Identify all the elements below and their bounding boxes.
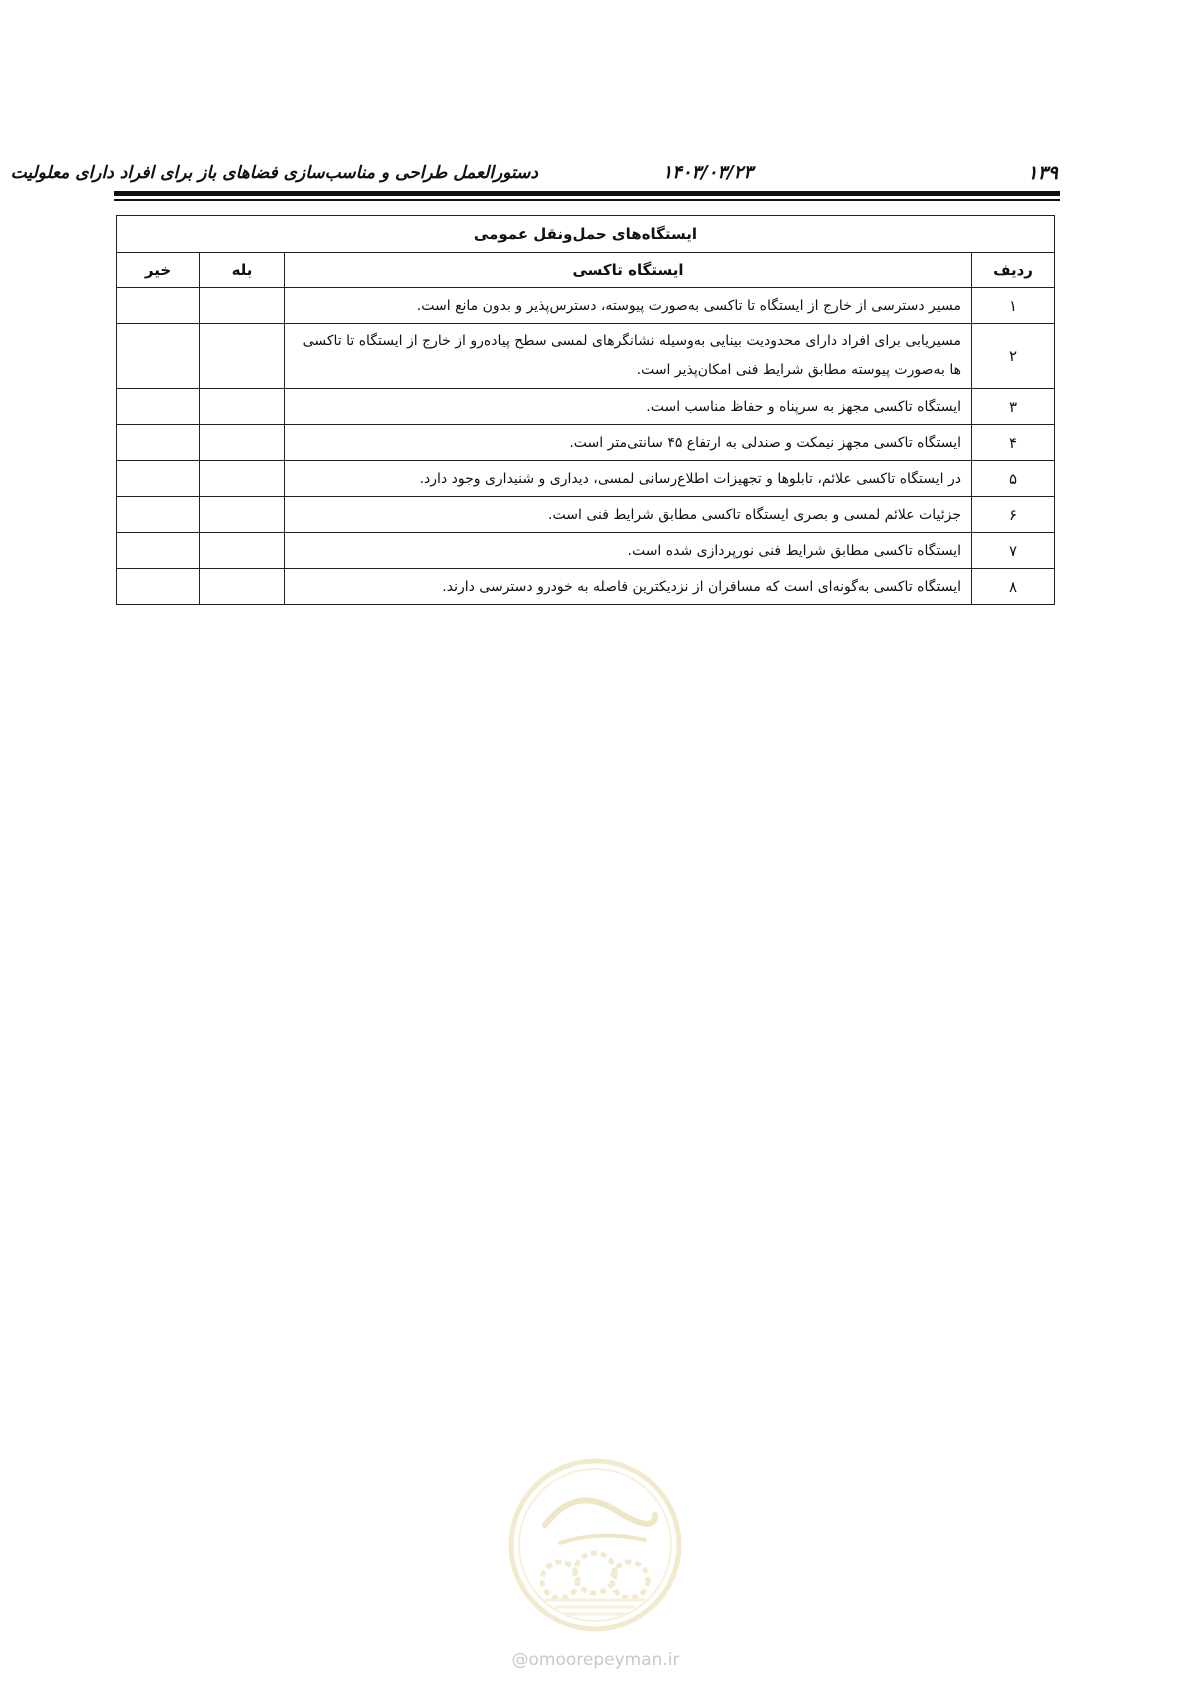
row-text: در ایستگاه تاکسی علائم، تابلوها و تجهیزات اطلاع‌رسانی لمسی، دیداری و شنیداری وجود دارد. — [285, 461, 972, 497]
yes-cell[interactable] — [200, 324, 285, 389]
checklist-table — [116, 215, 1055, 605]
watermark-logo — [505, 1455, 685, 1635]
row-text: مسیریابی برای افراد دارای محدودیت بینایی به‌وسیله نشانگرهای لمسی سطح پیاده‌رو از خارج از ایستگاه تا تاکسی ها به‌صورت پیوسته مطابق شرایط فنی امکان‌پذیر است. — [285, 324, 972, 389]
document-date: ۱۴۰۳/۰۳/۲۳ — [662, 162, 753, 183]
table-caption-row — [117, 216, 1055, 253]
watermark-text: @omoorepeyman.ir — [511, 1650, 680, 1670]
row-text: جزئیات علائم لمسی و بصری ایستگاه تاکسی مطابق شرایط فنی است. — [285, 497, 972, 533]
no-cell[interactable] — [117, 569, 200, 605]
row-index: ۱ — [972, 288, 1055, 324]
yes-cell[interactable] — [200, 497, 285, 533]
header-item: ایستگاه تاکسی — [285, 253, 972, 288]
row-index: ۶ — [972, 497, 1055, 533]
header-no: خیر — [117, 253, 200, 288]
page-header — [10, 158, 1058, 188]
no-cell[interactable] — [117, 425, 200, 461]
table-row — [117, 288, 1055, 324]
yes-cell[interactable] — [200, 569, 285, 605]
yes-cell[interactable] — [200, 461, 285, 497]
row-text: ایستگاه تاکسی مجهز به سرپناه و حفاظ مناسب است. — [285, 389, 972, 425]
row-index: ۵ — [972, 461, 1055, 497]
page-number: ۱۳۹ — [1027, 162, 1058, 184]
no-cell[interactable] — [117, 461, 200, 497]
no-cell[interactable] — [117, 533, 200, 569]
yes-cell[interactable] — [200, 425, 285, 461]
document-title: دستورالعمل طراحی و مناسب‌سازی فضاهای باز برای افراد دارای معلولیت — [10, 163, 538, 183]
row-text: مسیر دسترسی از خارج از ایستگاه تا تاکسی به‌صورت پیوسته، دسترس‌پذیر و بدون مانع است. — [285, 288, 972, 324]
table-row — [117, 324, 1055, 389]
yes-cell[interactable] — [200, 288, 285, 324]
table-row — [117, 389, 1055, 425]
row-text: ایستگاه تاکسی مجهز نیمکت و صندلی به ارتفاع ۴۵ سانتی‌متر است. — [285, 425, 972, 461]
table-row — [117, 533, 1055, 569]
no-cell[interactable] — [117, 497, 200, 533]
row-text: ایستگاه تاکسی به‌گونه‌ای است که مسافران از نزدیکترین فاصله به خودرو دسترسی دارند. — [285, 569, 972, 605]
table-caption: ایستگاه‌های حمل‌ونقل عمومی — [117, 216, 1055, 253]
header-rule-thick — [114, 191, 1060, 196]
row-index: ۷ — [972, 533, 1055, 569]
row-index: ۳ — [972, 389, 1055, 425]
table-row — [117, 461, 1055, 497]
table-header-row — [117, 253, 1055, 288]
row-index: ۲ — [972, 324, 1055, 389]
no-cell[interactable] — [117, 389, 200, 425]
table-row — [117, 425, 1055, 461]
table-row — [117, 497, 1055, 533]
header-index: ردیف — [972, 253, 1055, 288]
header-rule-thin — [114, 199, 1060, 201]
header-yes: بله — [200, 253, 285, 288]
row-text: ایستگاه تاکسی مطابق شرایط فنی نورپردازی شده است. — [285, 533, 972, 569]
row-index: ۸ — [972, 569, 1055, 605]
no-cell[interactable] — [117, 324, 200, 389]
row-index: ۴ — [972, 425, 1055, 461]
no-cell[interactable] — [117, 288, 200, 324]
yes-cell[interactable] — [200, 533, 285, 569]
yes-cell[interactable] — [200, 389, 285, 425]
table-row — [117, 569, 1055, 605]
